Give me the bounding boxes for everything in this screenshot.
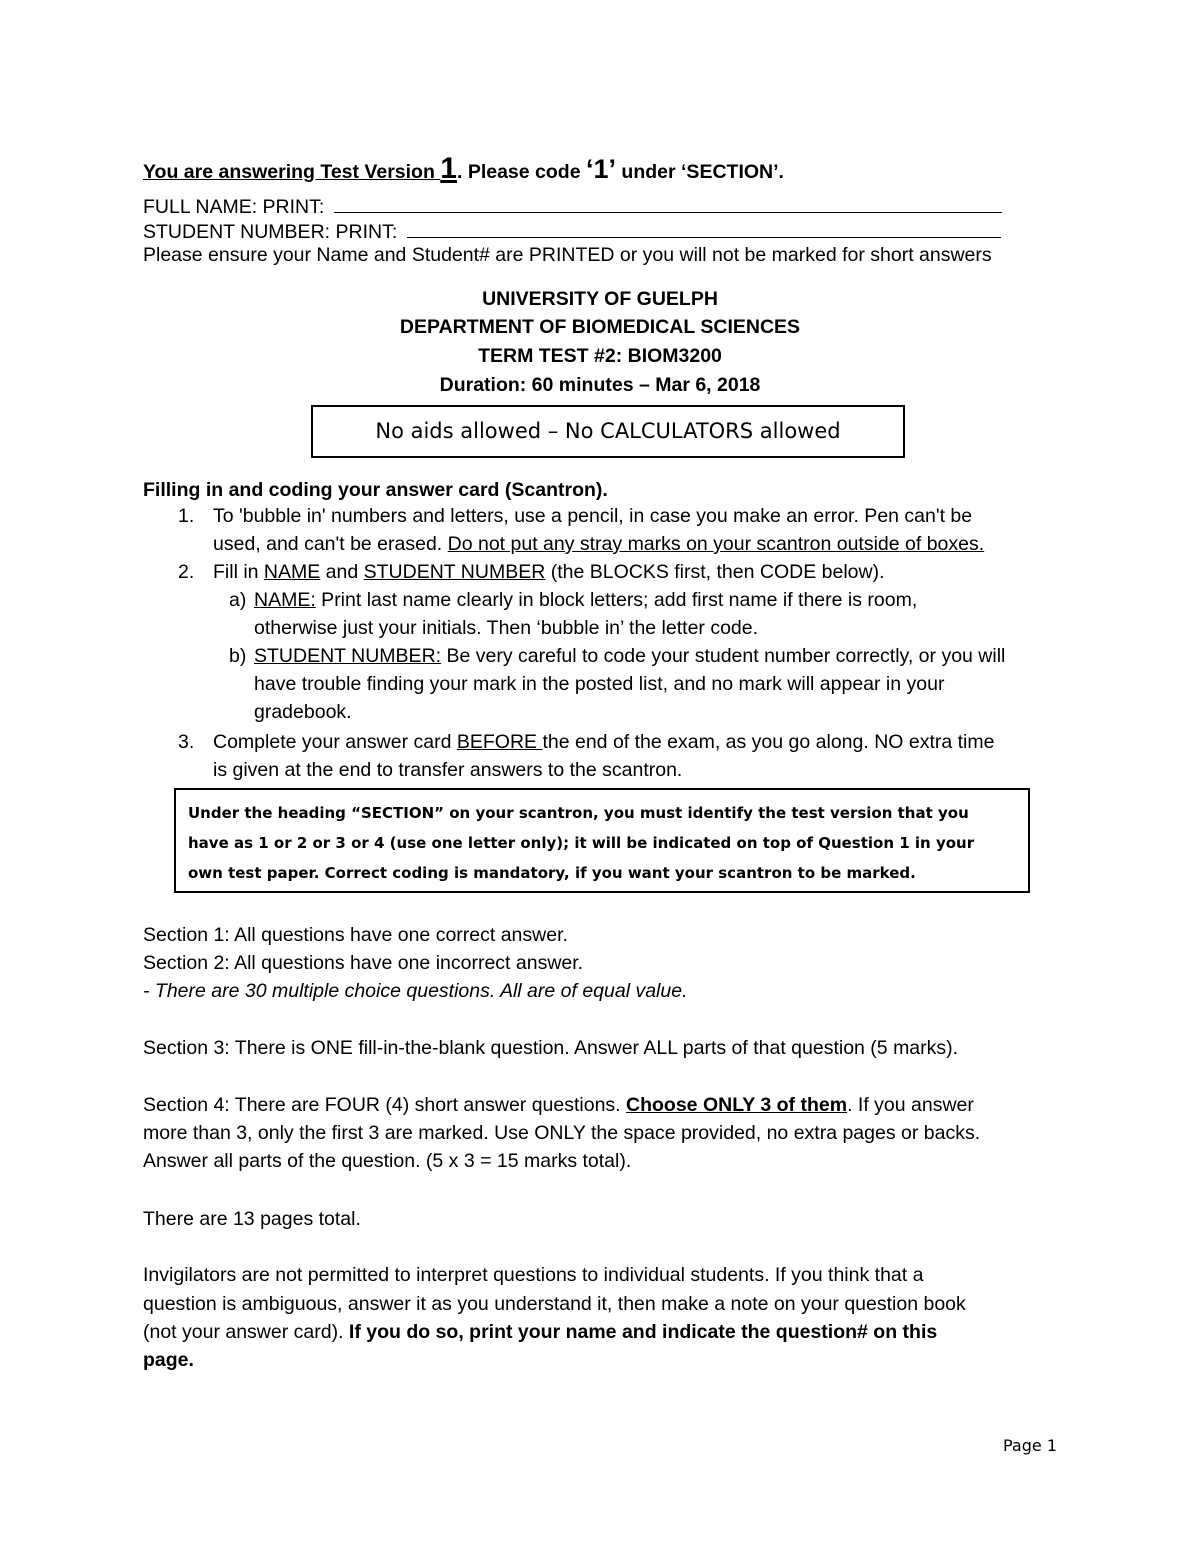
section1-desc: Section 1: All questions have one correct answer. (143, 924, 568, 946)
code-value: ‘1’ (585, 154, 617, 184)
item2-pre: Fill in (213, 561, 264, 583)
item2b-head: STUDENT NUMBER: (254, 645, 442, 667)
section3-desc: Section 3: There is ONE fill-in-the-blank question. Answer ALL parts of that question (5 marks). (143, 1037, 959, 1059)
version-prefix: You are answering Test Version (143, 161, 441, 183)
test-title: TERM TEST #2: BIOM3200 (478, 345, 722, 367)
student-number-label: STUDENT NUMBER: PRINT: (143, 221, 398, 243)
invigilators-line2: question is ambiguous, answer it as you understand it, then make a note on your question book (143, 1293, 966, 1315)
section4-pre: Section 4: There are FOUR (4) short answer questions. (143, 1094, 627, 1116)
item2-line (213, 561, 885, 584)
section4-line2: more than 3, only the first 3 are marked. Use ONLY the space provided, no extra pages or backs. (143, 1122, 981, 1144)
item2b-line1 (254, 645, 1005, 668)
duration-line: Duration: 60 minutes – Mar 6, 2018 (439, 374, 761, 396)
section-coding-notice-box (174, 788, 1030, 893)
no-aids-box (311, 405, 905, 458)
notice-line2: have as 1 or 2 or 3 or 4 (use one letter only); it will be indicated on top of Question 1 in your (188, 834, 975, 852)
item2b-line2: have trouble finding your mark in the posted list, and no mark will appear in your (254, 673, 945, 695)
item3-post: the end of the exam, as you go along. NO extra time (542, 731, 995, 753)
item2-mid: and (320, 561, 364, 583)
notice-line1: Under the heading “SECTION” on your scantron, you must identify the test version that you (188, 804, 969, 822)
item1-number: 1. (178, 505, 195, 527)
choose-only-three: Choose ONLY 3 of them (626, 1094, 848, 1116)
notice-line3: own test paper. Correct coding is mandatory, if you want your scantron to be marked. (188, 864, 916, 882)
item1-line1: To 'bubble in' numbers and letters, use a pencil, in case you make an error. Pen can't be (213, 505, 973, 527)
item2a-line2: otherwise just your initials. Then ‘bubble in’ the letter code. (254, 617, 759, 639)
student-number-blank[interactable] (407, 219, 1001, 238)
version-mid: . Please code (456, 161, 586, 183)
no-aids-text: No aids allowed – No CALCULATORS allowed (375, 419, 841, 443)
item2b-line3: gradebook. (254, 701, 352, 723)
item3-number: 3. (178, 731, 195, 753)
invigilators-line3-text: (not your answer card). (143, 1321, 349, 1343)
stray-marks-warning: Do not put any stray marks on your scantron outside of boxes. (447, 533, 985, 555)
student-number-row (143, 219, 1001, 244)
item3-line1 (213, 731, 994, 754)
invigilators-line3 (143, 1321, 937, 1344)
section4-post: . If you answer (847, 1094, 974, 1116)
item2-name: NAME (263, 561, 321, 583)
invigilators-line1: Invigilators are not permitted to interpret questions to individual students. If you think that a (143, 1264, 924, 1286)
pages-total: There are 13 pages total. (143, 1208, 361, 1230)
item3-before: BEFORE (456, 731, 543, 753)
section4-line1 (143, 1094, 974, 1117)
mc-questions-note: - There are 30 multiple choice questions. All are of equal value. (143, 980, 688, 1002)
invigilators-line4: page. (143, 1349, 194, 1371)
ensure-printed-note: Please ensure your Name and Student# are PRINTED or you will not be marked for short answers (143, 244, 992, 266)
item3-line2: is given at the end to transfer answers to the scantron. (213, 759, 683, 781)
item2-number: 2. (178, 561, 195, 583)
invigilators-line3-bold: If you do so, print your name and indicate the question# on this (348, 1321, 938, 1343)
full-name-blank[interactable] (334, 194, 1002, 213)
item2a-label: a) (229, 589, 247, 611)
item2-student-number: STUDENT NUMBER (363, 561, 546, 583)
full-name-row (143, 194, 1002, 219)
item2b-label: b) (229, 645, 247, 667)
item2a-head: NAME: (254, 589, 316, 611)
item2a-text: Print last name clearly in block letters; add first name if there is room, (315, 589, 918, 611)
section4-line3: Answer all parts of the question. (5 x 3 = 15 marks total). (143, 1150, 632, 1172)
version-number: 1 (440, 152, 457, 185)
item1-line2 (213, 533, 984, 556)
item2b-text: Be very careful to code your student number correctly, or you will (441, 645, 1006, 667)
university-title: UNIVERSITY OF GUELPH (482, 288, 718, 310)
version-suffix: under ‘SECTION’. (616, 161, 784, 183)
item2a-line1 (254, 589, 917, 612)
department-title: DEPARTMENT OF BIOMEDICAL SCIENCES (399, 316, 801, 338)
page-number: Page 1 (1003, 1436, 1057, 1455)
full-name-label: FULL NAME: PRINT: (143, 196, 325, 218)
instructions-heading: Filling in and coding your answer card (Scantron). (143, 479, 608, 501)
item2-post: (the BLOCKS first, then CODE below). (545, 561, 885, 583)
section2-desc: Section 2: All questions have one incorrect answer. (143, 952, 584, 974)
version-line (143, 152, 784, 186)
item1-line2-text: used, and can't be erased. (213, 533, 448, 555)
item3-pre: Complete your answer card (213, 731, 457, 753)
